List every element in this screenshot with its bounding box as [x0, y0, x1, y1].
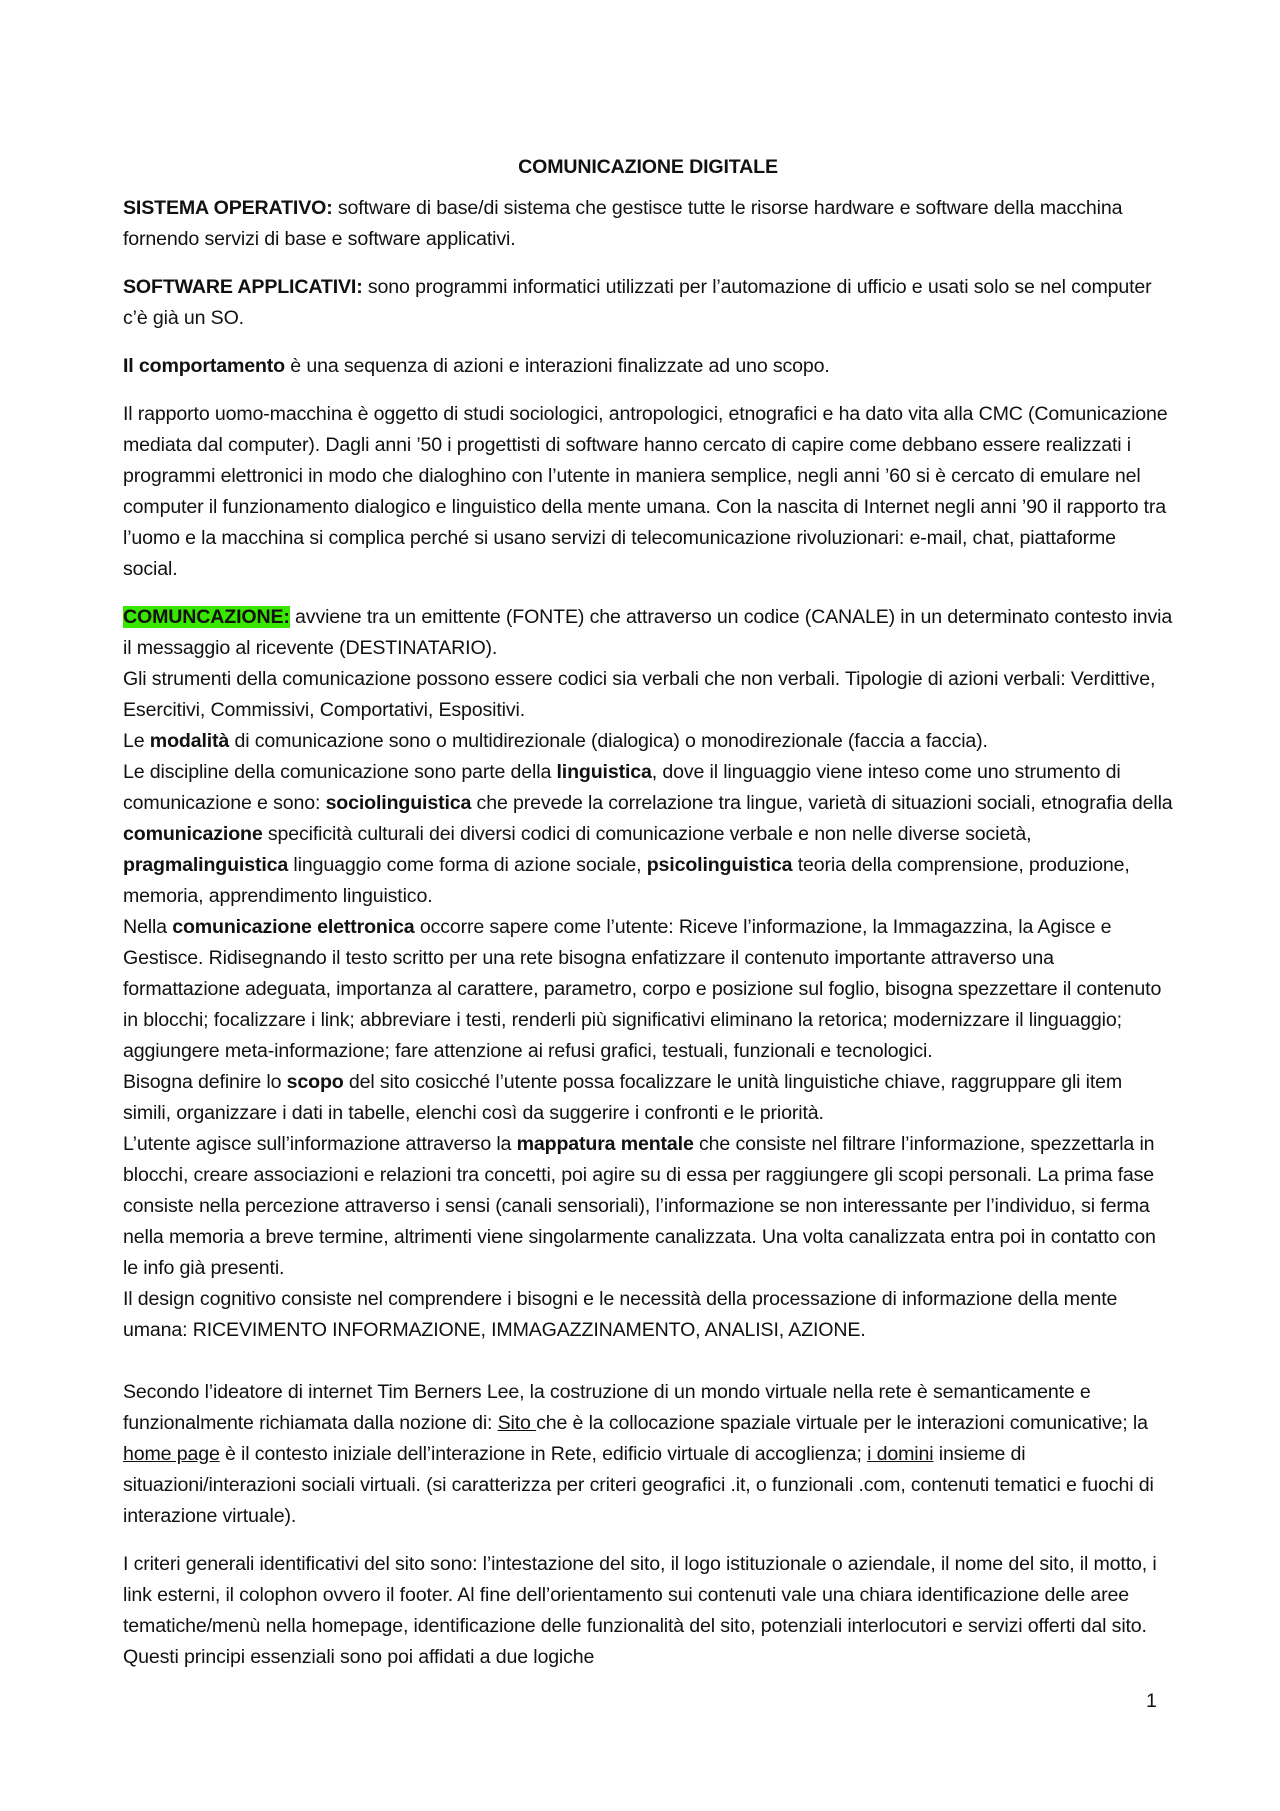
- blank-line: [123, 1346, 1173, 1377]
- term-comportamento: Il comportamento: [123, 355, 285, 377]
- text-span: , dove il linguaggio viene inteso come uno strumento di comunicazione e sono:: [123, 761, 1121, 814]
- paragraph-text: sono programmi informatici utilizzati per l’automazione di ufficio e usati solo se nel computer c’è già un SO.: [123, 276, 1152, 329]
- text-span: Secondo l’ideatore di internet Tim Berners Lee, la costruzione di un mondo virtuale nella rete è semanticamente e funzionalmente richiamata dalla nozione di:: [123, 1381, 1091, 1434]
- paragraph-discipline: [123, 757, 1173, 912]
- paragraph-text: è una sequenza di azioni e interazioni finalizzate ad uno scopo.: [285, 355, 830, 377]
- text-span: che prevede la correlazione tra lingue, varietà di situazioni sociali, etnografia della: [471, 792, 1173, 814]
- paragraph-comportamento: [123, 351, 1173, 382]
- term-comunicazione-elettronica: comunicazione elettronica: [172, 916, 415, 938]
- term-scopo: scopo: [286, 1071, 344, 1093]
- paragraph-criteri-sito: I criteri generali identificativi del sito sono: l’intestazione del sito, il logo istituzionale o aziendale, il nome del sito, il motto, i link esterni, il colophon ovvero il footer. Al fine dell’orientamento sui contenuti vale una chiara identificazione delle aree tematiche/menù nella homepage, identificazione delle funzionalità del sito, potenziali interlocutori e servizi offerti dal sito. Questi principi essenziali sono poi affidati a due logiche: [123, 1553, 1157, 1668]
- term-sociolinguistica: sociolinguistica: [325, 792, 472, 814]
- text-span: linguaggio come forma di azione sociale,: [288, 854, 647, 876]
- term-comunicazione: comunicazione: [123, 823, 263, 845]
- paragraph-strumenti: Gli strumenti della comunicazione possono essere codici sia verbali che non verbali. Tipologie di azioni verbali: Verdittive, Esercitivi, Commissivi, Comportativi, Espositivi.: [123, 668, 1156, 721]
- document-title: COMUNICAZIONE DIGITALE: [518, 156, 778, 178]
- term-psicolinguistica: psicolinguistica: [646, 854, 793, 876]
- paragraph-text: di comunicazione sono o multidirezionale (dialogica) o monodirezionale (faccia a faccia).: [229, 730, 988, 752]
- term-modalita: modalità: [149, 730, 230, 752]
- term-software-applicativi: SOFTWARE APPLICATIVI:: [123, 276, 363, 298]
- term-comunicazione-highlighted: COMUNCAZIONE:: [123, 606, 290, 628]
- text-span: L’utente agisce sull’informazione attraverso la: [123, 1133, 517, 1155]
- term-mappatura-mentale: mappatura mentale: [516, 1133, 694, 1155]
- paragraph-design-cognitivo: Il design cognitivo consiste nel comprendere i bisogni e le necessità della processazione di informazione della mente umana: RICEVIMENTO INFORMAZIONE, IMMAGAZZINAMENTO, ANALISI, AZIONE.: [123, 1288, 1118, 1341]
- paragraph-text: che consiste nel filtrare l’informazione, spezzettarla in blocchi, creare associazioni e relazioni tra concetti, poi agire su di essa per raggiungere gli scopi personali. La prima fase consiste nella percezione attraverso i sensi (canali sensoriali), l’informazione se non interessante per l’individuo, si ferma nella memoria a breve termine, altrimenti viene singolarmente canalizzata. Una volta canalizzata entra poi in contatto con le info già presenti.: [123, 1133, 1156, 1279]
- paragraph-software-applicativi: [123, 272, 1173, 334]
- text-span: teoria della comprensione, produzione, memoria, apprendimento linguistico.: [123, 854, 1130, 907]
- text-span: Bisogna definire lo: [123, 1071, 287, 1093]
- paragraph-comunicazione-elettronica: [123, 912, 1173, 1067]
- text-span: Le: [123, 730, 150, 752]
- term-pragmalinguistica: pragmalinguistica: [123, 854, 289, 876]
- paragraph-scopo: [123, 1067, 1173, 1129]
- page-number: 1: [1146, 1690, 1157, 1712]
- document-body: [123, 152, 1173, 1690]
- paragraph-modalita: [123, 726, 1173, 757]
- term-domini-underlined: i domini: [867, 1443, 934, 1465]
- text-span: Le discipline della comunicazione sono parte della: [123, 761, 557, 783]
- text-span: che è la collocazione spaziale virtuale per le interazioni comunicative; la: [536, 1412, 1148, 1434]
- term-home-page-underlined: home page: [123, 1443, 220, 1465]
- paragraph-text: occorre sapere come l’utente: Riceve l’informazione, la Immagazzina, la Agisce e Gestisce. Ridisegnando il testo scritto per una rete bisogna enfatizzare il contenuto importante attraverso una formattazione adeguata, importanza al carattere, parametro, corpo e posizione sul foglio, bisogna spezzettare il contenuto in blocchi; focalizzare i link; abbreviare i testi, renderli più significativi eliminano la retorica; modernizzare il linguaggio; aggiungere meta-informazione; fare attenzione ai refusi grafici, testuali, funzionali e tecnologici.: [123, 916, 1162, 1062]
- paragraph-uomo-macchina: Il rapporto uomo-macchina è oggetto di studi sociologici, antropologici, etnografici e ha dato vita alla CMC (Comunicazione mediata dal computer). Dagli anni ’50 i progettisti di software hanno cercato di capire come debbano essere realizzati i programmi elettronici in modo che dialoghino con l’utente in maniera semplice, negli anni ’60 si è cercato di emulare nel computer il funzionamento dialogico e linguistico della mente umana. Con la nascita di Internet negli anni ’90 il rapporto tra l’uomo e la macchina si complica perché si usano servizi di telecomunicazione rivoluzionari: e-mail, chat, piattaforme social.: [123, 403, 1168, 580]
- text-span: Nella: [123, 916, 173, 938]
- text-span: specificità culturali dei diversi codici di comunicazione verbale e non nelle diverse società,: [262, 823, 1032, 845]
- paragraph-mappatura: [123, 1129, 1173, 1284]
- paragraph-comunicazione: [123, 602, 1173, 664]
- term-sistema-operativo: SISTEMA OPERATIVO:: [123, 197, 333, 219]
- term-linguistica: linguistica: [556, 761, 652, 783]
- paragraph-text: avviene tra un emittente (FONTE) che attraverso un codice (CANALE) in un determinato contesto invia il messaggio al ricevente (DESTINATARIO).: [123, 606, 1173, 659]
- text-span: è il contesto iniziale dell’interazione in Rete, edificio virtuale di accoglienza;: [219, 1443, 868, 1465]
- paragraph-sistema-operativo: [123, 193, 1173, 255]
- section-comunicazione: [123, 602, 1173, 1532]
- text-span: insieme di situazioni/interazioni sociali virtuali. (si caratterizza per criteri geografici .it, o funzionali .com, contenuti tematici e fuochi di interazione virtuale).: [123, 1443, 1154, 1527]
- term-sito-underlined: Sito: [497, 1412, 537, 1434]
- paragraph-text: software di base/di sistema che gestisce tutte le risorse hardware e software della macchina fornendo servizi di base e software applicativi.: [123, 197, 1123, 250]
- paragraph-berners-lee: [123, 1377, 1173, 1532]
- paragraph-text: del sito cosicché l’utente possa focalizzare le unità linguistiche chiave, raggruppare gli item simili, organizzare i dati in tabelle, elenchi così da suggerire i confronti e le priorità.: [123, 1071, 1123, 1124]
